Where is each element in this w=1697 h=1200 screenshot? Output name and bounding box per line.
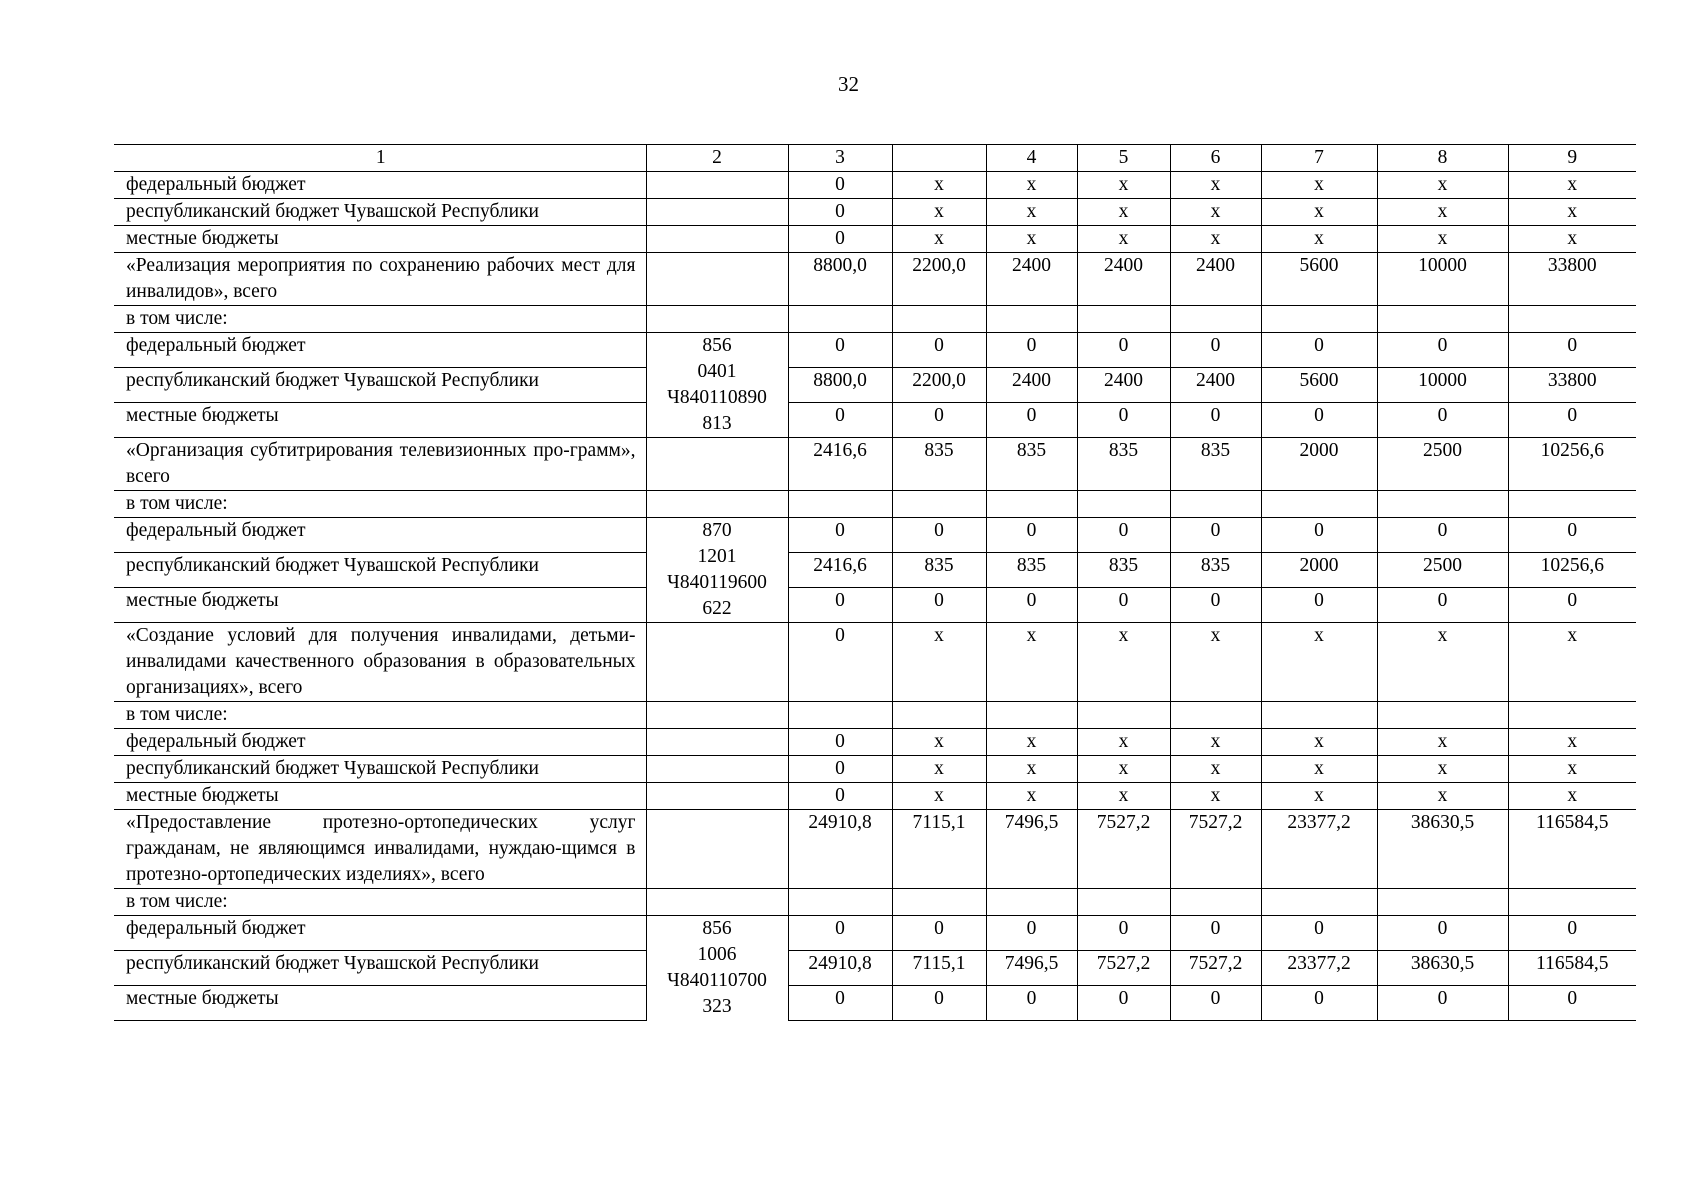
value-cell: x (1170, 729, 1261, 756)
value-cell: 0 (1077, 403, 1170, 438)
value-cell: 5600 (1261, 253, 1377, 306)
value-cell: x (1077, 756, 1170, 783)
column-number-cell: 4 (986, 145, 1077, 172)
value-cell (1377, 702, 1508, 729)
value-cell: x (1377, 729, 1508, 756)
table-row (114, 950, 1636, 985)
value-cell (986, 491, 1077, 518)
value-cell: 835 (1077, 438, 1170, 491)
budget-code-cell (646, 756, 788, 783)
value-cell (1170, 889, 1261, 916)
budget-code-line: 856 (702, 335, 732, 356)
budget-code-cell (646, 306, 788, 333)
table-row (114, 226, 1636, 253)
value-cell: x (986, 199, 1077, 226)
value-cell (1377, 306, 1508, 333)
value-cell: x (1261, 623, 1377, 702)
budget-code-line: 870 (702, 520, 732, 541)
budget-code-cell (646, 916, 788, 1021)
budget-code-cell (646, 889, 788, 916)
value-cell: 2200,0 (892, 253, 986, 306)
value-cell: x (986, 756, 1077, 783)
table-row (114, 588, 1636, 623)
value-cell: x (986, 172, 1077, 199)
value-cell: 0 (1508, 333, 1636, 368)
value-cell (986, 889, 1077, 916)
value-cell (1170, 702, 1261, 729)
value-cell: x (1508, 756, 1636, 783)
value-cell: 2400 (1170, 368, 1261, 403)
value-cell (1508, 889, 1636, 916)
value-cell: 0 (1077, 333, 1170, 368)
value-cell: x (1508, 172, 1636, 199)
row-description: республиканский бюджет Чувашской Республики (114, 756, 646, 783)
value-cell: x (1377, 756, 1508, 783)
value-cell: 116584,5 (1508, 810, 1636, 889)
row-description: республиканский бюджет Чувашской Республики (114, 368, 646, 403)
budget-code-cell (646, 491, 788, 518)
budget-code-cell (646, 810, 788, 889)
value-cell: 0 (986, 403, 1077, 438)
value-cell: 0 (892, 985, 986, 1020)
column-number-cell: 8 (1377, 145, 1508, 172)
budget-code-line: 323 (702, 996, 732, 1017)
column-number-cell: 5 (1077, 145, 1170, 172)
value-cell: x (892, 199, 986, 226)
row-description: местные бюджеты (114, 783, 646, 810)
value-cell (788, 306, 892, 333)
value-cell: 0 (788, 756, 892, 783)
value-cell: 0 (788, 916, 892, 951)
value-cell: 2400 (986, 368, 1077, 403)
value-cell: 0 (1077, 985, 1170, 1020)
value-cell: 0 (1170, 518, 1261, 553)
value-cell (986, 306, 1077, 333)
value-cell: 835 (986, 438, 1077, 491)
column-number-cell: 7 (1261, 145, 1377, 172)
row-description: «Предоставление протезно-ортопедических услуг гражданам, не являющимся инвалидами, нуждаю-щимся в протезно-ортопедических изделиях», всего (114, 810, 646, 889)
value-cell (1508, 306, 1636, 333)
column-number-cell: 3 (788, 145, 892, 172)
value-cell: 10256,6 (1508, 438, 1636, 491)
value-cell: 0 (788, 199, 892, 226)
value-cell: x (986, 729, 1077, 756)
table-row (114, 623, 1636, 702)
column-number-cell (892, 145, 986, 172)
budget-code-line: 813 (702, 413, 732, 434)
value-cell: 2400 (1077, 253, 1170, 306)
value-cell: 0 (1261, 403, 1377, 438)
value-cell: x (892, 226, 986, 253)
value-cell (788, 889, 892, 916)
value-cell (1508, 491, 1636, 518)
row-description: в том числе: (114, 491, 646, 518)
row-description: в том числе: (114, 889, 646, 916)
value-cell: x (892, 729, 986, 756)
row-description: федеральный бюджет (114, 518, 646, 553)
budget-code-line: Ч840119600 (667, 572, 767, 593)
value-cell: 7527,2 (1170, 950, 1261, 985)
table-row (114, 253, 1636, 306)
value-cell: 0 (1508, 518, 1636, 553)
value-cell: x (892, 756, 986, 783)
value-cell: x (1170, 172, 1261, 199)
table-row (114, 783, 1636, 810)
value-cell: 835 (1170, 438, 1261, 491)
value-cell: 0 (1170, 403, 1261, 438)
row-description: «Создание условий для получения инвалидами, детьми-инвалидами качественного образования в образовательных организациях», всего (114, 623, 646, 702)
value-cell (892, 889, 986, 916)
value-cell: 0 (1377, 588, 1508, 623)
value-cell: 0 (986, 916, 1077, 951)
table-row (114, 491, 1636, 518)
value-cell: 7496,5 (986, 810, 1077, 889)
value-cell: 2000 (1261, 553, 1377, 588)
value-cell: x (892, 623, 986, 702)
table-row (114, 702, 1636, 729)
value-cell: 10256,6 (1508, 553, 1636, 588)
value-cell: 0 (1170, 985, 1261, 1020)
value-cell: 2400 (1077, 368, 1170, 403)
budget-code-line: 0401 (697, 361, 737, 382)
value-cell: 2200,0 (892, 368, 986, 403)
value-cell: 0 (788, 172, 892, 199)
value-cell: 0 (1261, 588, 1377, 623)
column-number-cell: 2 (646, 145, 788, 172)
table-row (114, 916, 1636, 951)
value-cell: 0 (1508, 916, 1636, 951)
value-cell: x (1508, 623, 1636, 702)
value-cell: 38630,5 (1377, 950, 1508, 985)
table-row (114, 810, 1636, 889)
budget-code-cell (646, 518, 788, 623)
value-cell (1077, 889, 1170, 916)
value-cell: x (1170, 226, 1261, 253)
value-cell: x (1170, 623, 1261, 702)
value-cell: 0 (1077, 518, 1170, 553)
value-cell: x (1261, 783, 1377, 810)
value-cell: 7496,5 (986, 950, 1077, 985)
value-cell: 2400 (986, 253, 1077, 306)
value-cell: 0 (788, 588, 892, 623)
value-cell: 0 (1377, 985, 1508, 1020)
value-cell: 0 (788, 226, 892, 253)
row-description: в том числе: (114, 306, 646, 333)
value-cell (1377, 491, 1508, 518)
value-cell: x (1077, 172, 1170, 199)
value-cell (1261, 491, 1377, 518)
value-cell: x (986, 783, 1077, 810)
value-cell: 2400 (1170, 253, 1261, 306)
value-cell: 2416,6 (788, 553, 892, 588)
value-cell (1170, 306, 1261, 333)
budget-table (114, 144, 1636, 1021)
value-cell: x (1170, 783, 1261, 810)
value-cell (1261, 889, 1377, 916)
value-cell: 0 (1377, 333, 1508, 368)
value-cell: x (986, 226, 1077, 253)
value-cell (1170, 491, 1261, 518)
value-cell (1077, 702, 1170, 729)
value-cell: x (1377, 226, 1508, 253)
row-description: республиканский бюджет Чувашской Республики (114, 553, 646, 588)
column-number-cell: 1 (114, 145, 646, 172)
budget-code-line: 1201 (697, 546, 737, 567)
value-cell: 23377,2 (1261, 950, 1377, 985)
value-cell: x (1261, 172, 1377, 199)
value-cell: x (1077, 729, 1170, 756)
value-cell: x (1261, 199, 1377, 226)
value-cell: 0 (1261, 916, 1377, 951)
column-number-cell: 9 (1508, 145, 1636, 172)
value-cell: x (1077, 226, 1170, 253)
value-cell: 0 (788, 333, 892, 368)
value-cell (892, 702, 986, 729)
value-cell: 0 (788, 518, 892, 553)
table-row (114, 756, 1636, 783)
value-cell (1508, 702, 1636, 729)
value-cell: x (1261, 756, 1377, 783)
budget-code-line: Ч840110890 (667, 387, 767, 408)
value-cell: 2500 (1377, 438, 1508, 491)
row-description: местные бюджеты (114, 588, 646, 623)
row-description: в том числе: (114, 702, 646, 729)
budget-code-cell (646, 199, 788, 226)
value-cell: 0 (1508, 588, 1636, 623)
row-description: федеральный бюджет (114, 729, 646, 756)
value-cell: 0 (892, 403, 986, 438)
value-cell: x (1377, 623, 1508, 702)
budget-code-cell (646, 172, 788, 199)
value-cell: 7115,1 (892, 950, 986, 985)
column-number-cell: 6 (1170, 145, 1261, 172)
value-cell: 2416,6 (788, 438, 892, 491)
row-description: «Реализация мероприятия по сохранению рабочих мест для инвалидов», всего (114, 253, 646, 306)
value-cell: 835 (986, 553, 1077, 588)
table-row (114, 306, 1636, 333)
row-description: «Организация субтитрирования телевизионных про-грамм», всего (114, 438, 646, 491)
value-cell: 0 (1170, 916, 1261, 951)
value-cell: 2500 (1377, 553, 1508, 588)
value-cell (986, 702, 1077, 729)
value-cell: 23377,2 (1261, 810, 1377, 889)
row-description: республиканский бюджет Чувашской Республики (114, 199, 646, 226)
value-cell: x (986, 623, 1077, 702)
value-cell: 0 (1170, 333, 1261, 368)
table-row (114, 518, 1636, 553)
value-cell (788, 491, 892, 518)
budget-code-line: 856 (702, 918, 732, 939)
page-number: 32 (838, 72, 859, 96)
value-cell: 0 (892, 588, 986, 623)
value-cell: x (1377, 199, 1508, 226)
value-cell: 7115,1 (892, 810, 986, 889)
table-row (114, 985, 1636, 1020)
value-cell: 7527,2 (1170, 810, 1261, 889)
value-cell: x (1261, 729, 1377, 756)
budget-code-cell (646, 729, 788, 756)
budget-code-cell (646, 438, 788, 491)
value-cell: 116584,5 (1508, 950, 1636, 985)
value-cell: x (1377, 172, 1508, 199)
value-cell: 0 (1377, 518, 1508, 553)
value-cell: 0 (1377, 916, 1508, 951)
budget-code-line: 1006 (697, 944, 737, 965)
value-cell: 0 (986, 333, 1077, 368)
budget-code-cell (646, 226, 788, 253)
value-cell: 7527,2 (1077, 810, 1170, 889)
table-header-row (114, 145, 1636, 172)
value-cell: 0 (986, 518, 1077, 553)
value-cell: 0 (788, 783, 892, 810)
table-row (114, 889, 1636, 916)
value-cell: x (1508, 783, 1636, 810)
value-cell: 0 (788, 623, 892, 702)
value-cell: x (1170, 756, 1261, 783)
value-cell (1377, 889, 1508, 916)
value-cell: x (1508, 226, 1636, 253)
value-cell (1077, 306, 1170, 333)
value-cell: 2000 (1261, 438, 1377, 491)
value-cell: x (1077, 783, 1170, 810)
value-cell: 24910,8 (788, 810, 892, 889)
budget-code-cell (646, 702, 788, 729)
value-cell: 0 (788, 985, 892, 1020)
value-cell: x (1261, 226, 1377, 253)
value-cell: 0 (1261, 985, 1377, 1020)
value-cell: 0 (986, 588, 1077, 623)
value-cell: 7527,2 (1077, 950, 1170, 985)
value-cell (892, 306, 986, 333)
value-cell: 33800 (1508, 253, 1636, 306)
value-cell: 0 (1077, 916, 1170, 951)
value-cell (788, 702, 892, 729)
value-cell: 0 (1077, 588, 1170, 623)
value-cell: x (1170, 199, 1261, 226)
row-description: местные бюджеты (114, 403, 646, 438)
budget-code-cell (646, 333, 788, 438)
value-cell: 0 (1508, 403, 1636, 438)
value-cell: 8800,0 (788, 368, 892, 403)
value-cell: x (1508, 729, 1636, 756)
row-description: республиканский бюджет Чувашской Республики (114, 950, 646, 985)
value-cell: 0 (788, 729, 892, 756)
value-cell: 0 (892, 333, 986, 368)
value-cell: 0 (892, 916, 986, 951)
table-row (114, 333, 1636, 368)
value-cell: x (1508, 199, 1636, 226)
budget-code-cell (646, 783, 788, 810)
budget-code-cell (646, 253, 788, 306)
value-cell: 0 (892, 518, 986, 553)
value-cell: 0 (1261, 518, 1377, 553)
value-cell (1261, 702, 1377, 729)
value-cell: 10000 (1377, 253, 1508, 306)
value-cell: 0 (986, 985, 1077, 1020)
value-cell: 38630,5 (1377, 810, 1508, 889)
value-cell: x (1077, 623, 1170, 702)
value-cell: 835 (1077, 553, 1170, 588)
budget-code-line: Ч840110700 (667, 970, 767, 991)
value-cell: 0 (1508, 985, 1636, 1020)
budget-code-line: 622 (702, 598, 732, 619)
row-description: федеральный бюджет (114, 916, 646, 951)
value-cell: 0 (1377, 403, 1508, 438)
table-row (114, 403, 1636, 438)
row-description: местные бюджеты (114, 226, 646, 253)
budget-code-cell (646, 623, 788, 702)
value-cell (892, 491, 986, 518)
table-row (114, 368, 1636, 403)
value-cell: x (892, 172, 986, 199)
value-cell: 835 (892, 553, 986, 588)
row-description: федеральный бюджет (114, 333, 646, 368)
value-cell: 24910,8 (788, 950, 892, 985)
value-cell: 835 (1170, 553, 1261, 588)
value-cell: 10000 (1377, 368, 1508, 403)
table-row (114, 553, 1636, 588)
table-row (114, 729, 1636, 756)
value-cell (1077, 491, 1170, 518)
table-row (114, 438, 1636, 491)
value-cell: 0 (1170, 588, 1261, 623)
value-cell: x (1377, 783, 1508, 810)
row-description: федеральный бюджет (114, 172, 646, 199)
value-cell: 835 (892, 438, 986, 491)
value-cell: 0 (788, 403, 892, 438)
table-row (114, 172, 1636, 199)
value-cell: 5600 (1261, 368, 1377, 403)
value-cell: 8800,0 (788, 253, 892, 306)
value-cell (1261, 306, 1377, 333)
value-cell: x (892, 783, 986, 810)
value-cell: 33800 (1508, 368, 1636, 403)
table-row (114, 199, 1636, 226)
value-cell: 0 (1261, 333, 1377, 368)
row-description: местные бюджеты (114, 985, 646, 1020)
value-cell: x (1077, 199, 1170, 226)
